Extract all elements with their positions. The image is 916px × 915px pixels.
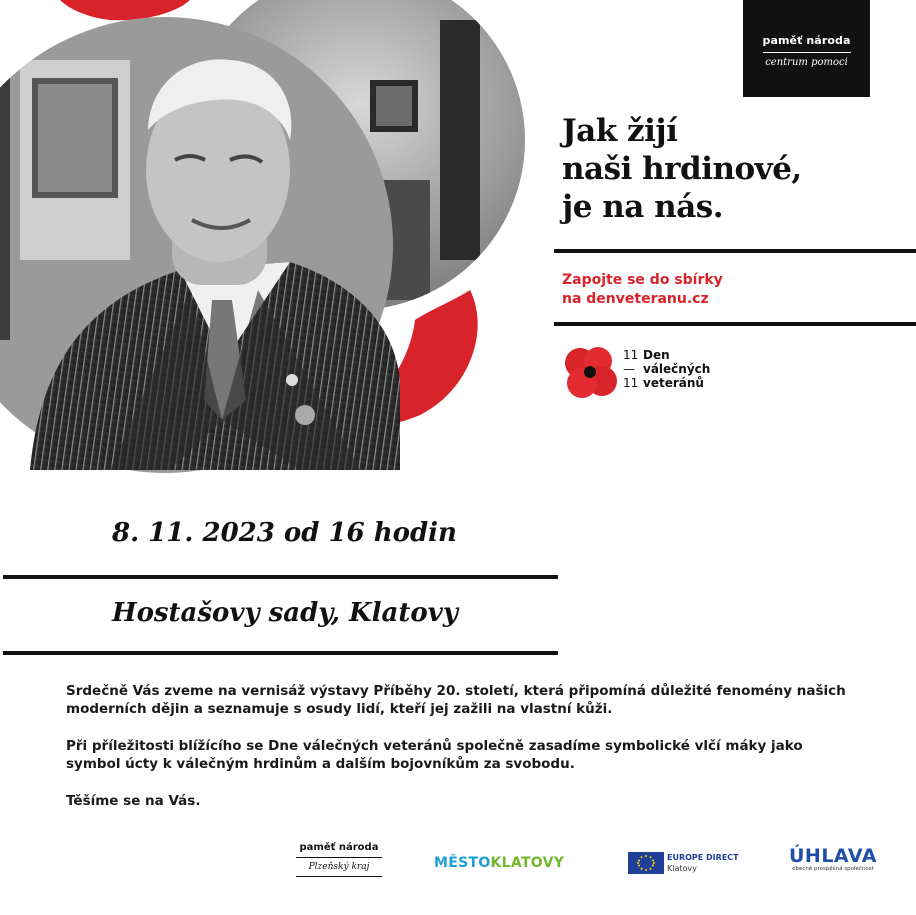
cta-line-1: Zapojte se do sbírky (562, 272, 723, 288)
pamet-naroda-logo (743, 0, 870, 97)
paragraph-1: Srdečně Vás zveme na vernisáž výstavy Příběhy 20. století, která připomíná důležité fenomény našich moderních dějin a seznamuje s osudy lidí, kteří jej zažili na vlastní kůži. (66, 683, 846, 717)
logo-divider (763, 52, 851, 53)
eu-flag-icon (628, 852, 664, 874)
pn-kraj-region: Plzeňský kraj (308, 862, 370, 872)
donation-callout (562, 271, 723, 309)
vd-line-1: Den (643, 348, 670, 362)
europe-direct-name: EUROPE DIRECT (667, 853, 739, 862)
event-date: 8. 11. 2023 od 16 hodin (112, 518, 457, 548)
pamet-naroda-plzensky-logo (296, 842, 382, 888)
europe-direct-city: Klatovy (667, 864, 697, 873)
divider-rule (554, 322, 916, 326)
paragraph-2: Při příležitosti blížícího se Dne válečných veteránů společně zasadíme symbolické vlčí máky jako symbol úcty k válečným hrdinům a dalším bojovníkům za svobodu. (66, 738, 803, 772)
europe-direct-logo (667, 852, 739, 874)
uhlava-name: ÚHLAVA (789, 845, 877, 867)
divider-rule (3, 575, 558, 579)
headline (562, 112, 902, 226)
mesto-klatovy-logo (434, 855, 564, 871)
vd-number-top: 11 (623, 348, 639, 362)
headline-line-2: naši hrdinové, (562, 151, 802, 187)
mesto-part-1: MĚSTO (434, 855, 491, 871)
vd-line-2: válečných (643, 362, 711, 376)
vd-dash: — (623, 362, 635, 376)
vd-line-3: veteránů (643, 376, 704, 390)
veterans-day-logo (623, 348, 710, 390)
poppy-icon (562, 343, 622, 401)
paragraph-3: Těšíme se na Vás. (66, 793, 201, 809)
invitation-text (66, 682, 856, 829)
divider-rule (554, 249, 916, 253)
logo-subtitle: centrum pomoci (765, 57, 848, 68)
vd-number-bottom: 11 (623, 376, 639, 390)
divider-rule (3, 651, 558, 655)
headline-line-1: Jak žijí (562, 113, 678, 149)
veteran-portrait-collage (0, 0, 560, 480)
headline-line-3: je na nás. (562, 189, 724, 225)
cta-line-2: na denveteranu.cz (562, 291, 709, 307)
pn-kraj-name: paměť národa (299, 842, 379, 853)
event-place: Hostašovy sady, Klatovy (112, 598, 458, 628)
pn-kraj-rule (296, 876, 382, 877)
uhlava-tagline: obecně prospěšná společnost (792, 866, 874, 872)
logo-name: paměť národa (762, 34, 851, 47)
uhlava-logo (789, 846, 877, 872)
pn-kraj-rule (296, 857, 382, 858)
mesto-part-2: KLATOVY (490, 855, 565, 871)
